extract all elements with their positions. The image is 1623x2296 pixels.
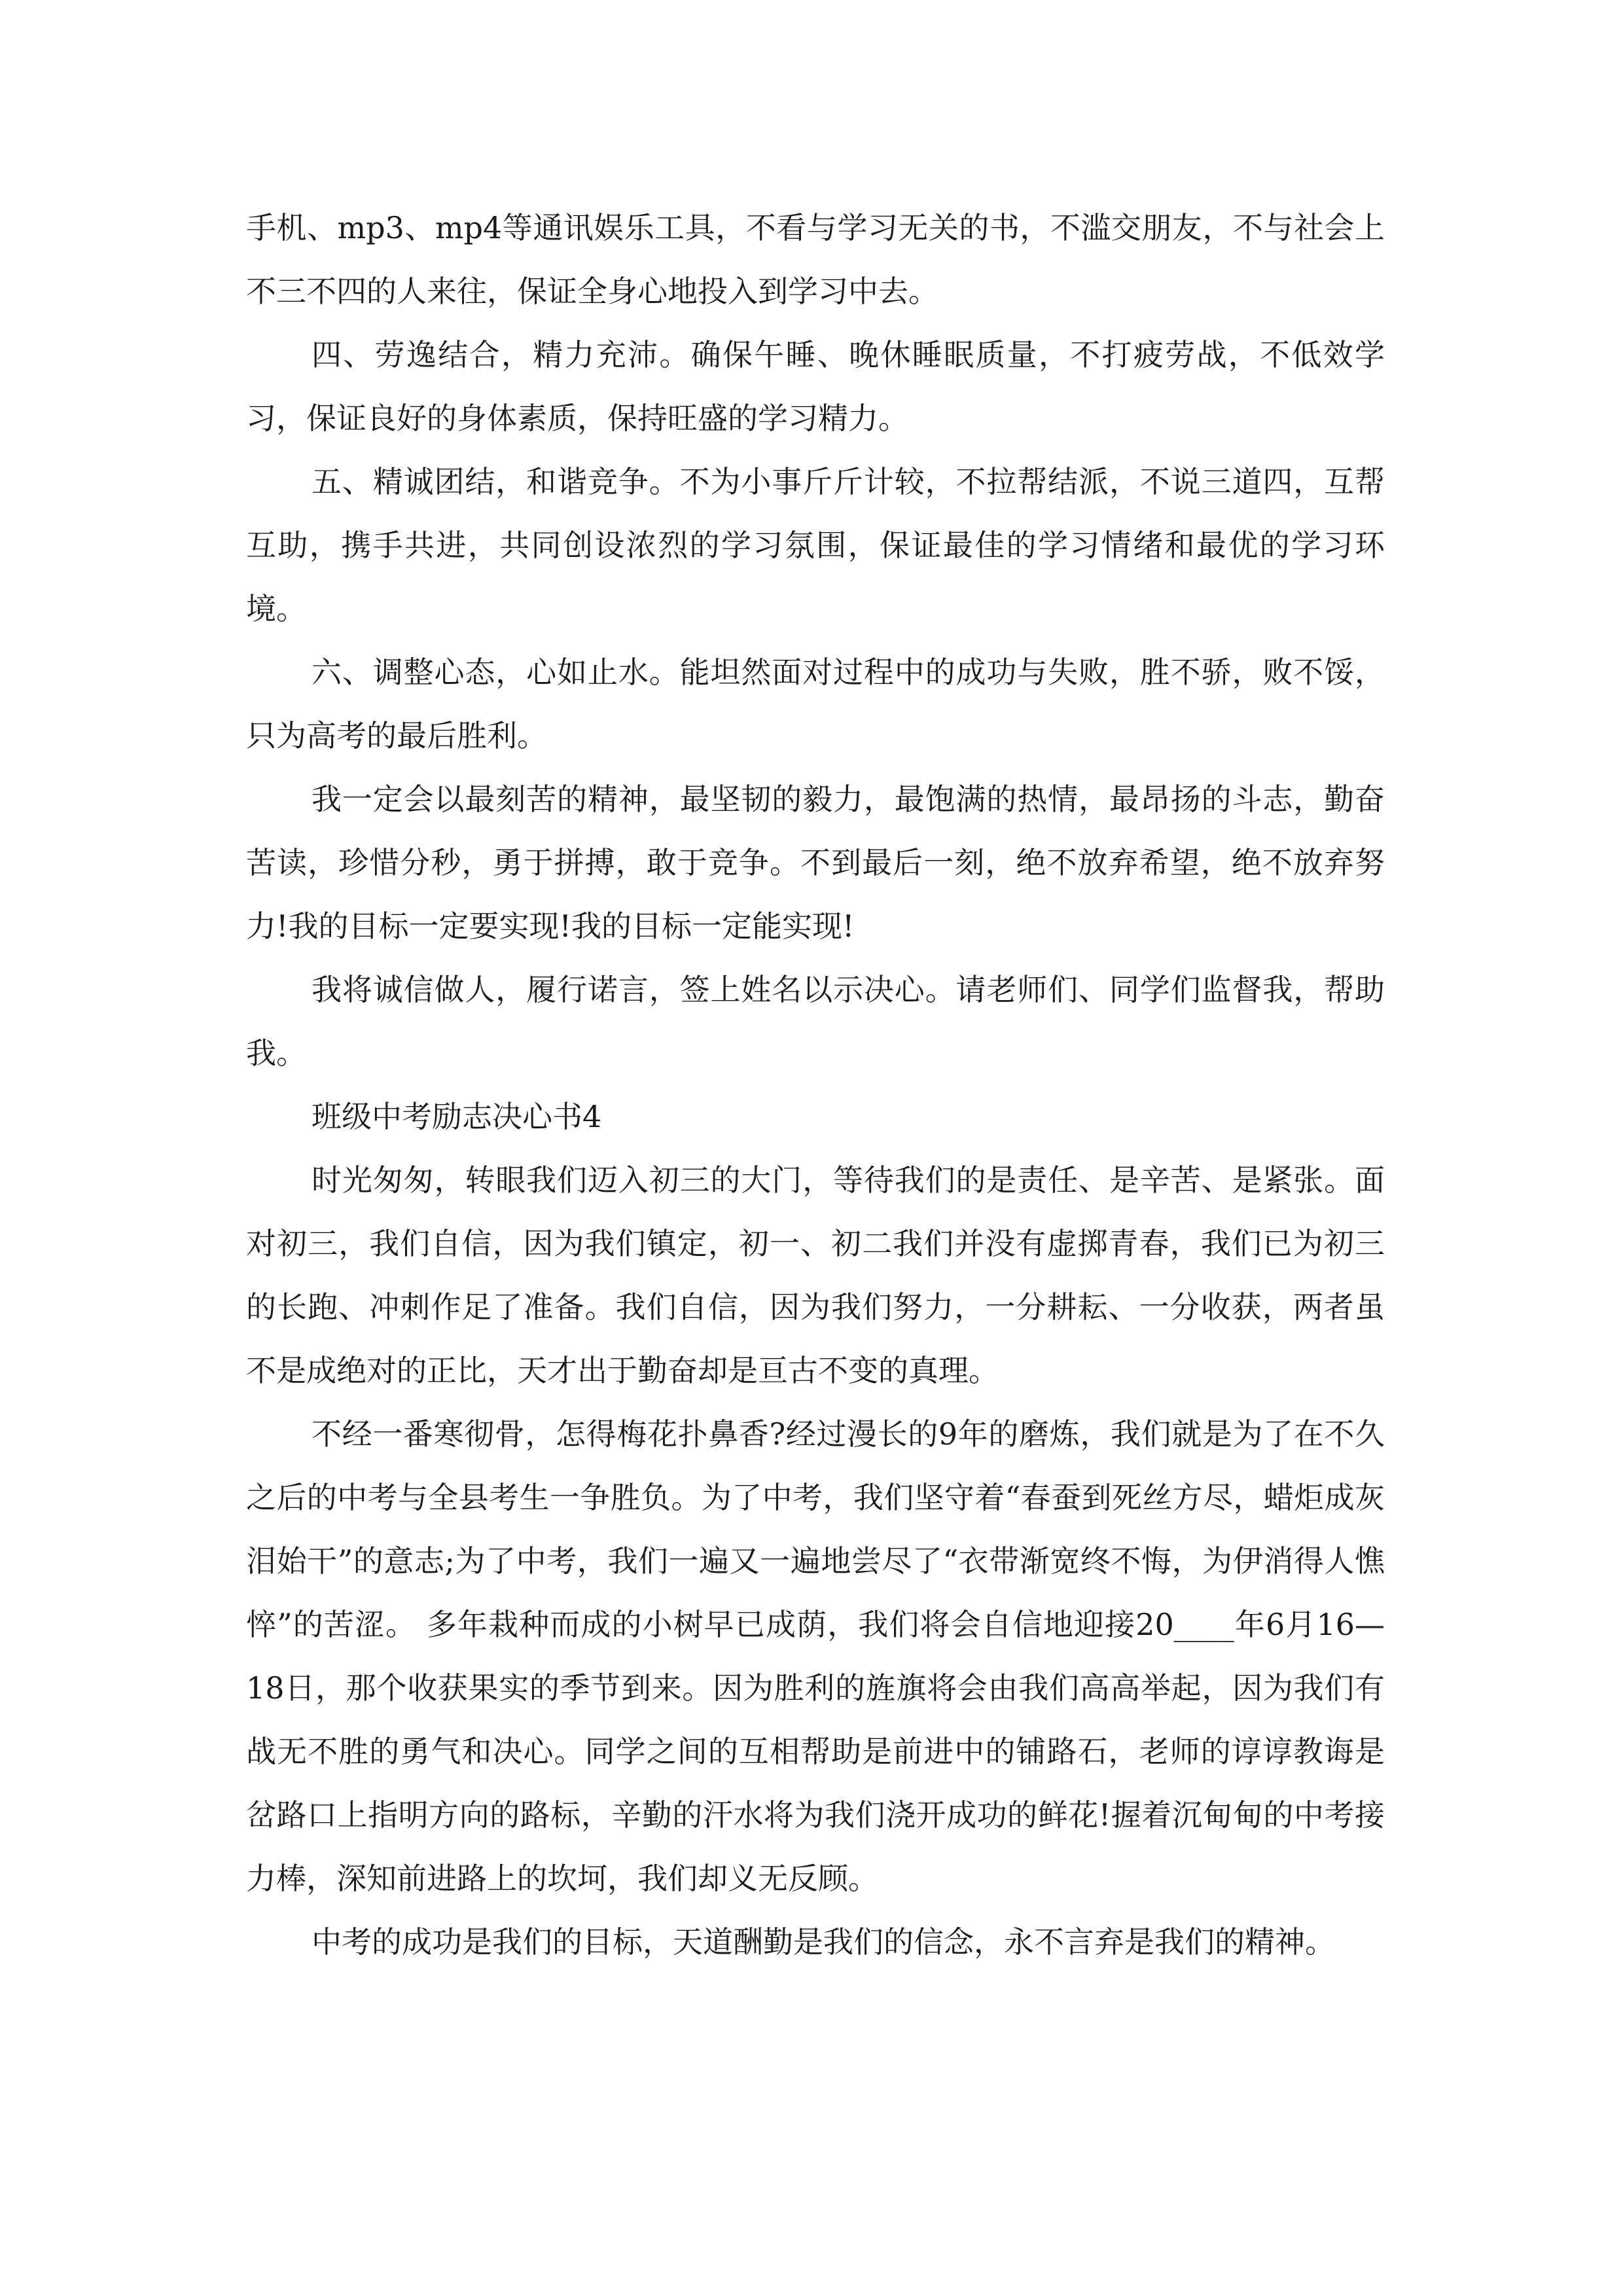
paragraph-closing: 中考的成功是我们的目标，天道酬勤是我们的信念，永不言弃是我们的精神。 [312, 1924, 1335, 1960]
paragraph-continuation: 手机、mp3、mp4等通讯娱乐工具，不看与学习无关的书，不滥交朋友，不与社会上不三不四的人来往，保证全身心地投入到学习中去。 [246, 210, 1385, 309]
paragraph-rule-five: 五、精诚团结，和谐竞争。不为小事斤斤计较，不拉帮结派，不说三道四，互帮互助，携手共进，共同创设浓烈的学习氛围，保证最佳的学习情绪和最优的学习环境。 [246, 464, 1385, 626]
paragraph-rule-four: 四、劳逸结合，精力充沛。确保午睡、晚休睡眠质量，不打疲劳战，不低效学习，保证良好的身体素质，保持旺盛的学习精力。 [246, 337, 1385, 436]
section-heading: 班级中考励志决心书4 [312, 1099, 602, 1134]
document-page [246, 196, 1385, 1974]
paragraph-rule-six: 六、调整心态，心如止水。能坦然面对过程中的成功与失败，胜不骄，败不馁，只为高考的最后胜利。 [246, 655, 1385, 753]
paragraph-signature-note: 我将诚信做人，履行诺言，签上姓名以示决心。请老师们、同学们监督我，帮助我。 [246, 972, 1385, 1071]
paragraph-body: 不经一番寒彻骨，怎得梅花扑鼻香?经过漫长的9年的磨炼，我们就是为了在不久之后的中考与全县考生一争胜负。为了中考，我们坚守着“春蚕到死丝方尽，蜡炬成灰泪始干”的意志;为了中考，我们一遍又一遍地尝尽了“衣带渐宽终不悔，为伊消得人憔悴”的苦涩。 多年栽种而成的小树早已成荫，我们将会自信地迎接20____年6月16—18日，那个收获果实的季节到来。因为胜利的旌旗将会由我们高高举起，因为我们有战无不胜的勇气和决心。同学之间的互相帮助是前进中的铺路石，老师的谆谆教诲是岔路口上指明方向的路标，辛勤的汗水将为我们浇开成功的鲜花!握着沉甸甸的中考接力棒，深知前进路上的坎坷，我们却义无反顾。 [246, 1416, 1385, 1896]
paragraph-pledge: 我一定会以最刻苦的精神，最坚韧的毅力，最饱满的热情，最昂扬的斗志，勤奋苦读，珍惜分秒，勇于拼搏，敢于竞争。不到最后一刻，绝不放弃希望，绝不放弃努力!我的目标一定要实现!我的目标一定能实现! [246, 781, 1385, 944]
paragraph-intro: 时光匆匆，转眼我们迈入初三的大门，等待我们的是责任、是辛苦、是紧张。面对初三，我们自信，因为我们镇定，初一、初二我们并没有虚掷青春，我们已为初三的长跑、冲刺作足了准备。我们自信，因为我们努力，一分耕耘、一分收获，两者虽不是成绝对的正比，天才出于勤奋却是亘古不变的真理。 [246, 1162, 1385, 1388]
